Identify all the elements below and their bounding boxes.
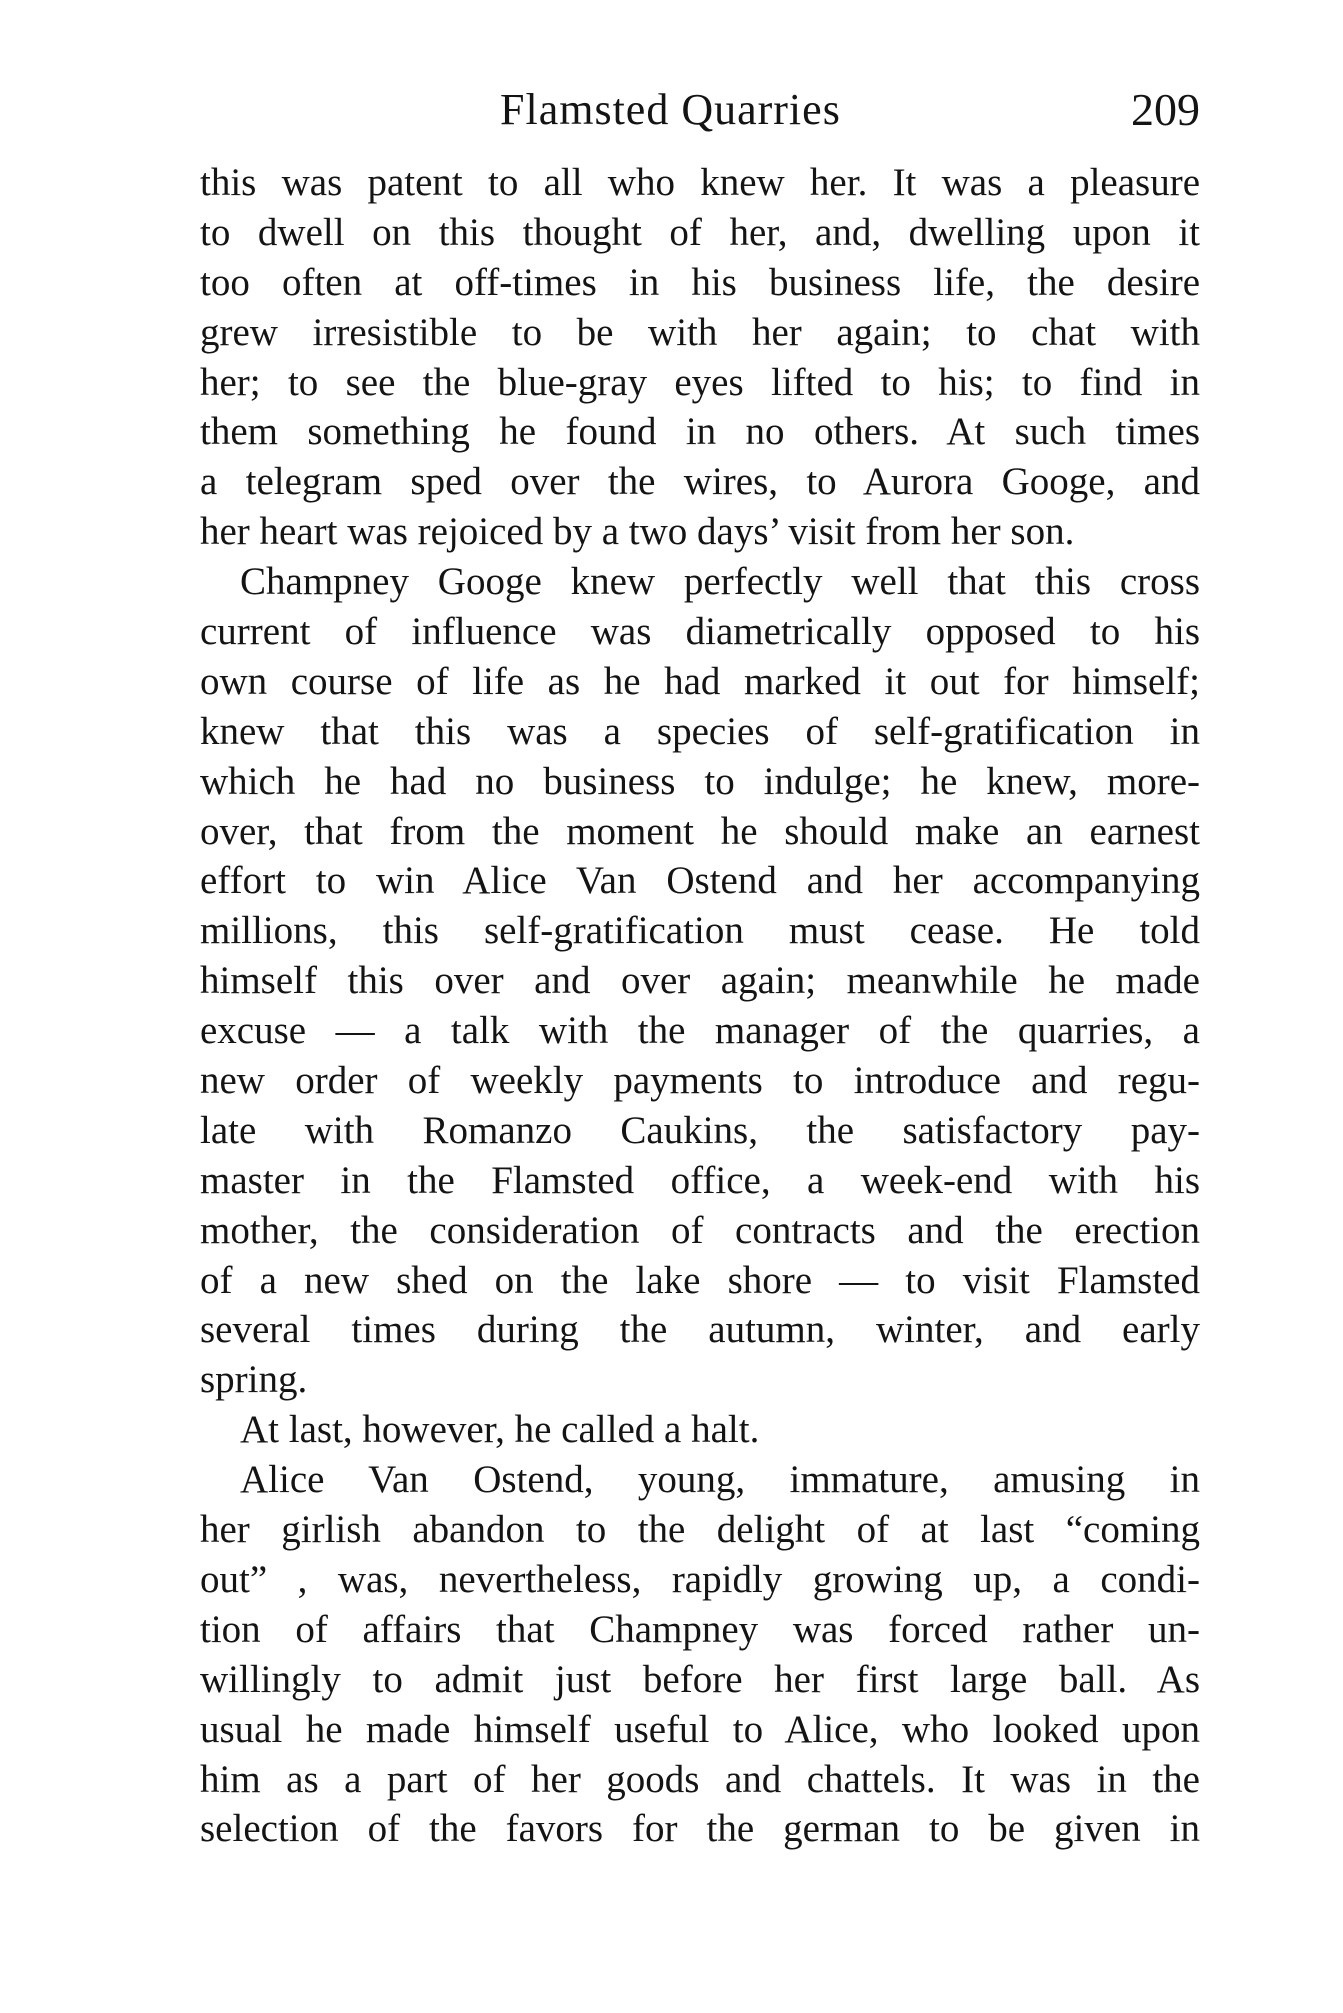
text-line: her; to see the blue-gray eyes lifted to his; to find in [200, 360, 1200, 404]
page-header [200, 80, 1200, 140]
paragraph-start-line: Champney Googe knew perfectly well that this cross [240, 560, 1200, 604]
text-line: too often at off-times in his business life, the desire [200, 260, 1200, 304]
text-line: spring. [200, 1358, 308, 1402]
text-line: knew that this was a species of self-gratification in [200, 709, 1200, 753]
text-line: several times during the autumn, winter, and early [200, 1308, 1200, 1352]
text-line: out” , was, nevertheless, rapidly growing up, a condi- [200, 1557, 1200, 1601]
text-line: late with Romanzo Caukins, the satisfactory pay- [200, 1108, 1200, 1152]
text-line: selection of the favors for the german to be given in [200, 1807, 1200, 1851]
text-line: effort to win Alice Van Ostend and her accompanying [200, 859, 1200, 903]
text-line: grew irresistible to be with her again; to chat with [200, 310, 1200, 354]
text-line: of a new shed on the lake shore — to visit Flamsted [200, 1258, 1200, 1302]
text-line: himself this over and over again; meanwhile he made [200, 959, 1200, 1003]
text-line: new order of weekly payments to introduce and regu- [200, 1059, 1200, 1103]
text-line: her girlish abandon to the delight of at last “coming [200, 1508, 1200, 1552]
paragraph-start-line: Alice Van Ostend, young, immature, amusing in [240, 1458, 1200, 1502]
text-line: which he had no business to indulge; he knew, more- [200, 759, 1200, 803]
running-title: Flamsted Quarries [500, 85, 841, 134]
paragraph-start-line: At last, however, he called a halt. [240, 1408, 760, 1452]
text-line: this was patent to all who knew her. It was a pleasure [200, 161, 1200, 204]
text-line: willingly to admit just before her first large ball. As [200, 1657, 1200, 1701]
text-line: own course of life as he had marked it out for himself; [200, 659, 1200, 703]
text-line: master in the Flamsted office, a week-end with his [200, 1158, 1200, 1202]
text-line: excuse — a talk with the manager of the quarries, a [200, 1009, 1200, 1053]
text-line: her heart was rejoiced by a two days’ visit from her son. [200, 510, 1075, 554]
body-text [200, 158, 1200, 1854]
text-line: him as a part of her goods and chattels. It was in the [200, 1757, 1200, 1801]
page-number: 209 [1131, 84, 1200, 135]
text-line: current of influence was diametrically opposed to his [200, 610, 1200, 654]
text-line: over, that from the moment he should make an earnest [200, 809, 1200, 853]
text-line: millions, this self-gratification must cease. He told [200, 909, 1200, 953]
text-line: a telegram sped over the wires, to Aurora Googe, and [200, 460, 1200, 504]
text-line: tion of affairs that Champney was forced rather un- [200, 1607, 1200, 1651]
text-line: them something he found in no others. At such times [200, 410, 1200, 454]
text-line: to dwell on this thought of her, and, dwelling upon it [200, 210, 1200, 254]
text-line: mother, the consideration of contracts and the erection [200, 1208, 1200, 1252]
text-line: usual he made himself useful to Alice, who looked upon [200, 1707, 1200, 1751]
